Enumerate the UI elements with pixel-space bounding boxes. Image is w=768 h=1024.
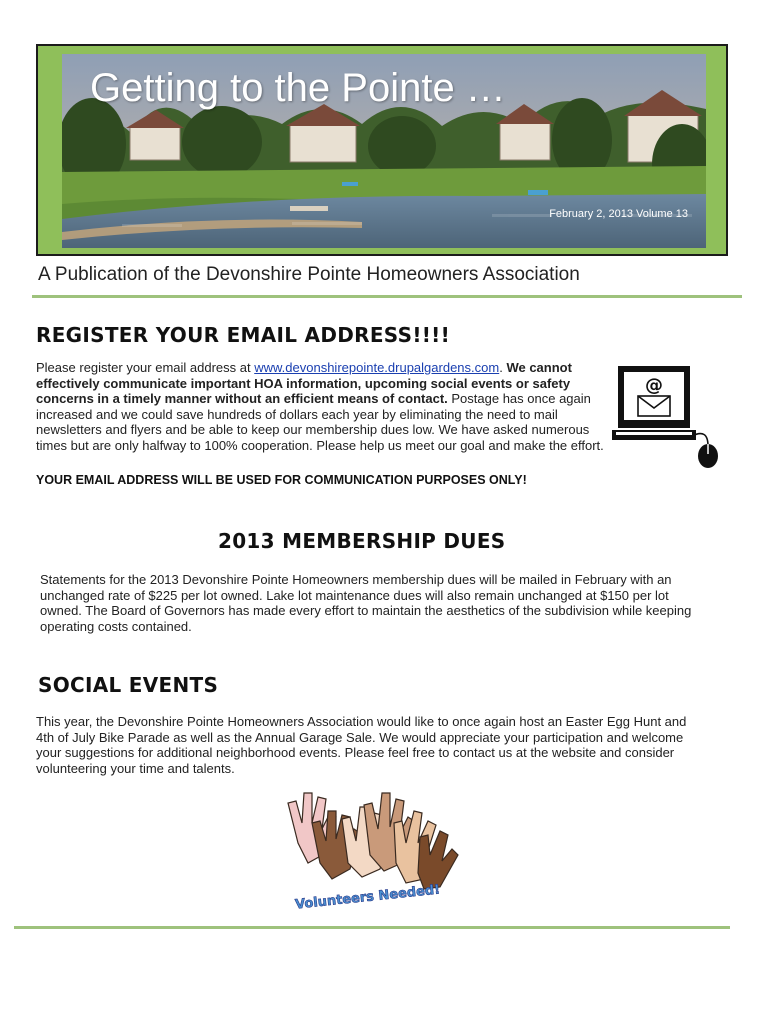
publication-subtitle: A Publication of the Devonshire Pointe Homeowners Association: [38, 264, 580, 285]
divider-bottom: [14, 926, 730, 929]
email-bold-text: We cannot effectively communicate important HOA information, upcoming social events or safety concerns in a timely manner without an efficient means of contact.: [36, 360, 572, 406]
social-section-body: This year, the Devonshire Pointe Homeowners Association would like to once again host an Easter Egg Hunt and 4th of July Bike Parade as well as the Annual Garage Sale. We would appreciate your participation and welcome your suggestions for additional neighborhood events. Please feel free to contact us at the website and consider volunteering your time and talents.: [36, 714, 687, 776]
volunteers-needed-graphic: [268, 783, 468, 918]
dues-section-heading: 2013 MEMBERSHIP DUES: [218, 529, 506, 553]
issue-date-volume: February 2, 2013 Volume 13: [549, 208, 688, 220]
email-intro-text: Please register your email address at: [36, 360, 255, 375]
email-after-link: .: [499, 360, 507, 375]
website-link[interactable]: www.devonshirepointe.drupalgardens.com: [254, 360, 500, 375]
newsletter-title: Getting to the Pointe …: [90, 66, 506, 110]
volunteers-needed-text: Volunteers Needed!: [294, 882, 441, 913]
at-sign-glyph: @: [645, 375, 663, 396]
divider-top: [32, 295, 742, 298]
email-privacy-note: YOUR EMAIL ADDRESS WILL BE USED FOR COMMUNICATION PURPOSES ONLY!: [36, 473, 527, 487]
social-section-heading: SOCIAL EVENTS: [38, 673, 219, 697]
email-rest-text: Postage has once again increased and we could save hundreds of dollars each year by eliminating the need to mail newsletters and flyers and be able to keep our membership dues low. We have asked numerous times but are only halfway to 100% cooperation. Please help us meet our goal and make the effort.: [36, 391, 604, 453]
masthead-banner: [36, 44, 728, 256]
computer-email-icon: [612, 362, 722, 470]
dues-section-body: Statements for the 2013 Devonshire Pointe Homeowners membership dues will be mailed in February with an unchanged rate of $225 per lot owned. Lake lot maintenance dues will also remain unchanged at $150 per lot owned. The Board of Governors has made every effort to maintain the aesthetics of the subdivision while keeping operating costs contained.: [40, 572, 692, 634]
email-section-heading: REGISTER YOUR EMAIL ADDRESS!!!!: [36, 323, 450, 347]
email-section-body: [36, 360, 608, 453]
